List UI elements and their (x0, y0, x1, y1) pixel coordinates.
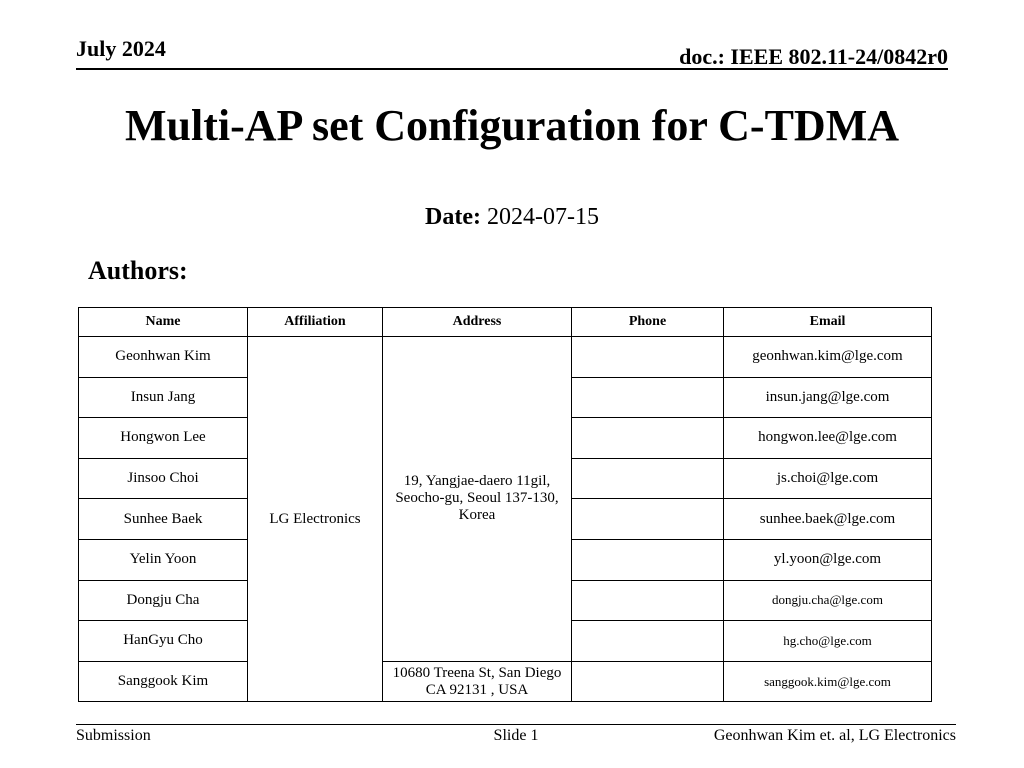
author-phone (572, 621, 724, 662)
footer-slide-number: Slide 1 (493, 727, 539, 744)
author-phone (572, 337, 724, 378)
header-doc-id: doc.: IEEE 802.11-24/0842r0 (679, 44, 948, 69)
footer-authors: Geonhwan Kim et. al, LG Electronics (713, 727, 956, 744)
authors-table (78, 307, 932, 702)
author-name: Yelin Yoon (79, 539, 248, 580)
author-email: hongwon.lee@lge.com (724, 418, 932, 459)
footer-submission: Submission (76, 727, 151, 744)
date-value: 2024-07-15 (486, 204, 599, 230)
author-name: Dongju Cha (79, 580, 248, 621)
author-address-usa: 10680 Treena St, San Diego CA 92131 , USA (383, 661, 572, 702)
table-row (79, 661, 932, 702)
author-email: sunhee.baek@lge.com (724, 499, 932, 540)
author-email: hg.cho@lge.com (724, 621, 932, 662)
author-name: Insun Jang (79, 377, 248, 418)
footer-divider (76, 724, 956, 725)
author-email: yl.yoon@lge.com (724, 539, 932, 580)
author-name: Geonhwan Kim (79, 337, 248, 378)
author-address-korea: 19, Yangjae-daero 11gil, Seocho-gu, Seoul 137-130, Korea (383, 337, 572, 662)
author-email: js.choi@lge.com (724, 458, 932, 499)
author-name: Hongwon Lee (79, 418, 248, 459)
author-phone (572, 661, 724, 702)
author-phone (572, 580, 724, 621)
author-phone (572, 458, 724, 499)
author-phone (572, 418, 724, 459)
header-divider (76, 68, 948, 70)
authors-heading: Authors: (88, 256, 188, 285)
author-name: Sanggook Kim (79, 661, 248, 702)
author-phone (572, 539, 724, 580)
author-email: dongju.cha@lge.com (724, 580, 932, 621)
date-label: Date: (425, 204, 481, 230)
author-email: sanggook.kim@lge.com (724, 661, 932, 702)
author-phone (572, 499, 724, 540)
header-date: July 2024 (76, 36, 166, 61)
author-affiliation: LG Electronics (248, 337, 383, 702)
author-email: insun.jang@lge.com (724, 377, 932, 418)
author-phone (572, 377, 724, 418)
date-line (0, 204, 1024, 231)
author-email: geonhwan.kim@lge.com (724, 337, 932, 378)
column-header-name: Name (79, 308, 248, 337)
column-header-email: Email (724, 308, 932, 337)
table-row (79, 337, 932, 378)
column-header-affiliation: Affiliation (248, 308, 383, 337)
column-header-phone: Phone (572, 308, 724, 337)
table-header-row (79, 308, 932, 337)
author-name: Sunhee Baek (79, 499, 248, 540)
slide-title: Multi-AP set Configuration for C-TDMA (125, 101, 899, 150)
author-name: HanGyu Cho (79, 621, 248, 662)
author-name: Jinsoo Choi (79, 458, 248, 499)
column-header-address: Address (383, 308, 572, 337)
